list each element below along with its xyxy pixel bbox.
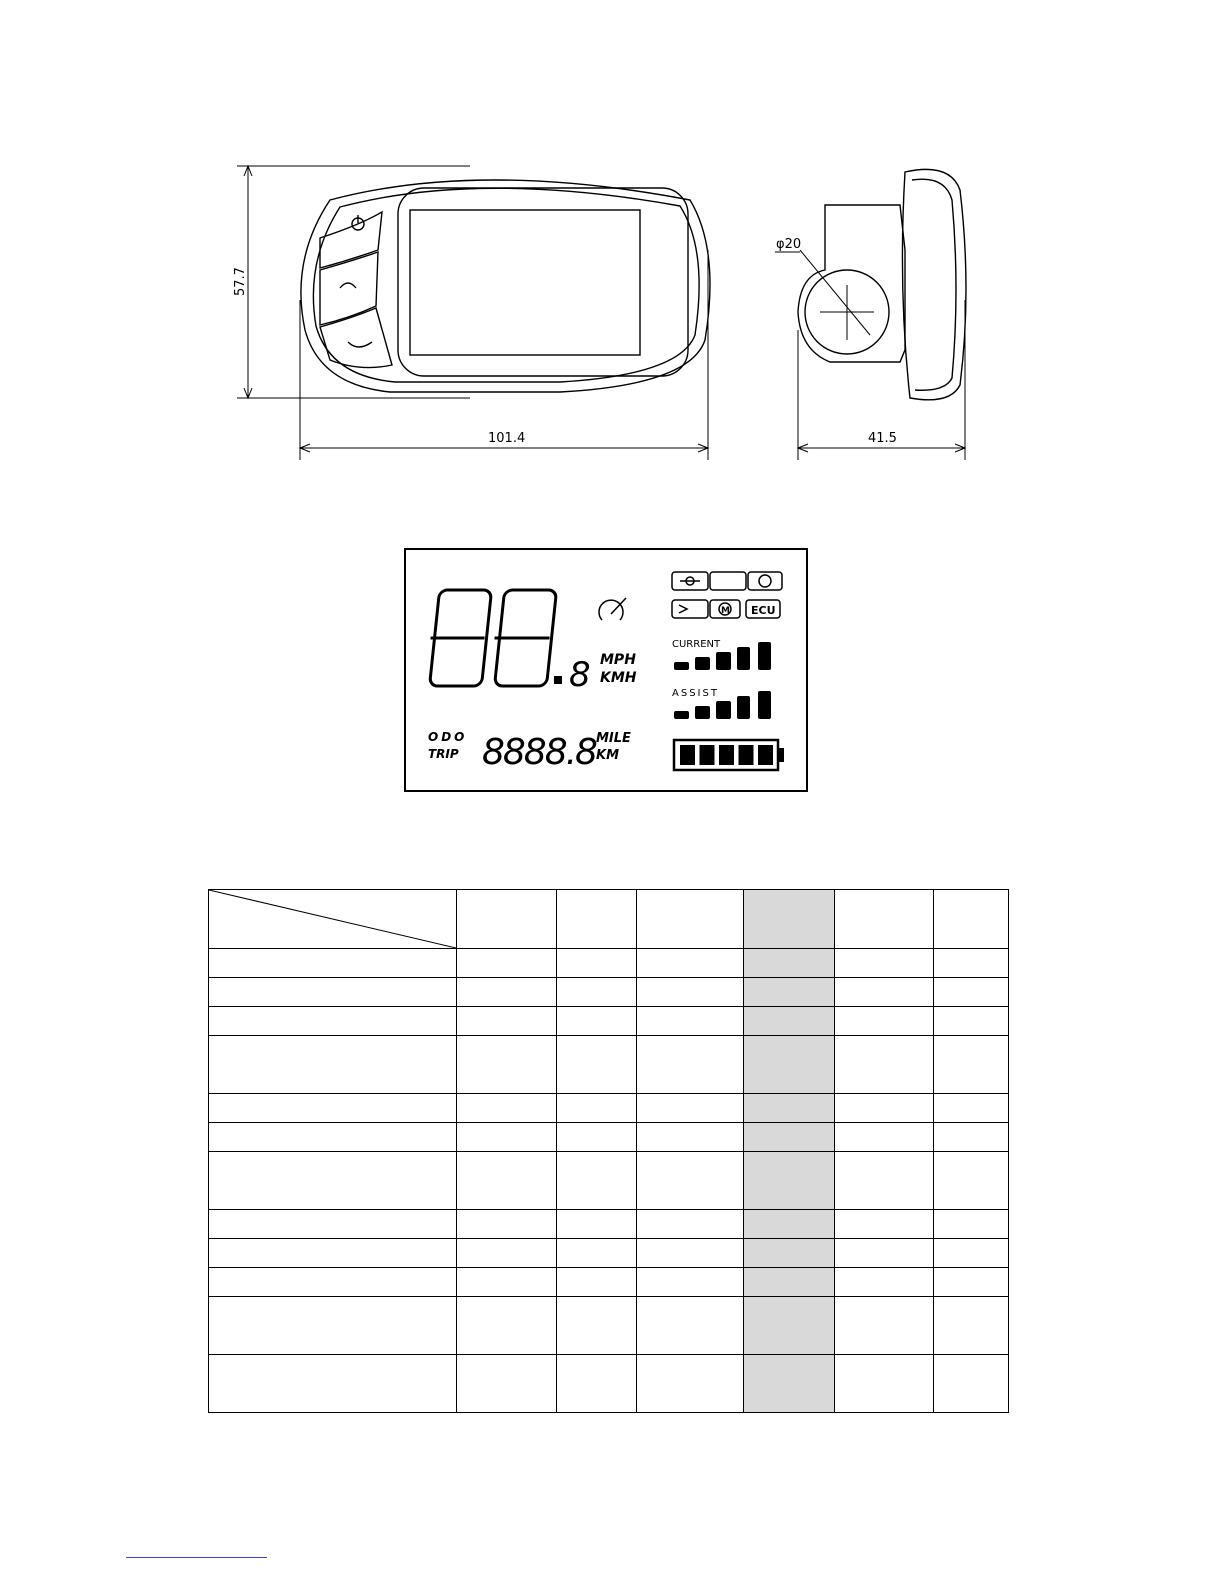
- table-row: [209, 1297, 1009, 1355]
- current-label: CURRENT: [672, 639, 721, 650]
- table-cell: [934, 949, 1009, 978]
- header-corner-cell: [209, 890, 457, 949]
- table-cell: [835, 1355, 934, 1413]
- table-cell: [744, 1152, 835, 1210]
- table-cell: [835, 1094, 934, 1123]
- table-cell: [744, 1094, 835, 1123]
- table-cell: [934, 1123, 1009, 1152]
- level-bar: [716, 652, 731, 670]
- table-cell: [835, 1239, 934, 1268]
- distance-digits: 8888.8: [482, 732, 596, 773]
- table-cell: [457, 1210, 557, 1239]
- table-cell: [744, 1268, 835, 1297]
- table-cell: [209, 978, 457, 1007]
- speed-decimal-digit: 8: [569, 655, 591, 695]
- table-cell: [637, 1239, 744, 1268]
- table-cell: [637, 1152, 744, 1210]
- table-cell: [934, 1152, 1009, 1210]
- width-dimension: 101.4: [488, 431, 526, 446]
- up-button: [320, 252, 378, 325]
- table-cell: [209, 1152, 457, 1210]
- table-cell: [637, 1210, 744, 1239]
- table-cell: [457, 1268, 557, 1297]
- table-cell: [934, 1297, 1009, 1355]
- table-cell: [209, 1355, 457, 1413]
- table-cell: [637, 1036, 744, 1094]
- table-cell: [209, 1210, 457, 1239]
- up-chevron-icon: [340, 283, 356, 288]
- table-cell: [457, 1355, 557, 1413]
- battery-segment: [700, 745, 715, 765]
- table-cell: [934, 1355, 1009, 1413]
- down-button: [320, 308, 392, 368]
- speed-decimal-point: [554, 676, 562, 684]
- footer-link-rule: [126, 1557, 267, 1558]
- level-bar: [674, 662, 689, 670]
- table-cell: [557, 1036, 637, 1094]
- table-cell: [637, 1094, 744, 1123]
- battery-segment: [739, 745, 754, 765]
- table-row: [209, 1094, 1009, 1123]
- table-row: [209, 1268, 1009, 1297]
- table-cell: [934, 978, 1009, 1007]
- table-cell: [744, 890, 835, 949]
- trip-label: TRIP: [428, 747, 459, 761]
- table-cell: [637, 1123, 744, 1152]
- battery-segment: [719, 745, 734, 765]
- table-cell: [744, 1210, 835, 1239]
- table-cell: [835, 1152, 934, 1210]
- table-cell: [835, 978, 934, 1007]
- table-cell: [557, 1297, 637, 1355]
- table-cell: [457, 890, 557, 949]
- table-cell: [637, 1268, 744, 1297]
- table-cell: [835, 1007, 934, 1036]
- depth-dimension: 41.5: [868, 431, 897, 446]
- table-cell: [457, 978, 557, 1007]
- table-cell: [934, 1007, 1009, 1036]
- table-cell: [744, 1007, 835, 1036]
- table-cell: [744, 1036, 835, 1094]
- table-cell: [744, 1355, 835, 1413]
- assist-label: ASSIST: [672, 688, 719, 699]
- table-cell: [209, 1007, 457, 1036]
- level-bar: [695, 706, 710, 719]
- table-cell: [637, 1007, 744, 1036]
- table-cell: [457, 1036, 557, 1094]
- table-row: [209, 1152, 1009, 1210]
- table-cell: [835, 890, 934, 949]
- table-cell: [835, 1036, 934, 1094]
- odo-label: ODO: [428, 730, 468, 744]
- level-bar: [758, 642, 771, 670]
- spec-table: [208, 889, 1009, 1413]
- motor-label: M: [721, 606, 730, 616]
- table-cell: [557, 1355, 637, 1413]
- table-row: [209, 1210, 1009, 1239]
- table-cell: [744, 1239, 835, 1268]
- table-cell: [934, 890, 1009, 949]
- table-cell: [557, 1152, 637, 1210]
- table-row: [209, 1036, 1009, 1094]
- level-bar: [716, 701, 731, 719]
- table-cell: [557, 1239, 637, 1268]
- table-cell: [557, 1094, 637, 1123]
- table-cell: [209, 949, 457, 978]
- distance-unit-mile: MILE: [596, 731, 631, 746]
- table-cell: [835, 1123, 934, 1152]
- table-cell: [744, 1123, 835, 1152]
- table-cell: [934, 1210, 1009, 1239]
- table-row: [209, 949, 1009, 978]
- table-cell: [835, 1297, 934, 1355]
- table-cell: [557, 1210, 637, 1239]
- table-cell: [557, 949, 637, 978]
- table-cell: [637, 949, 744, 978]
- table-cell: [637, 1297, 744, 1355]
- table-cell: [637, 1355, 744, 1413]
- table-cell: [934, 1239, 1009, 1268]
- lcd-panel: [404, 548, 808, 792]
- table-cell: [209, 1297, 457, 1355]
- table-cell: [835, 1268, 934, 1297]
- table-cell: [209, 1268, 457, 1297]
- table-row: [209, 978, 1009, 1007]
- battery-segment: [758, 745, 773, 765]
- table-cell: [744, 1297, 835, 1355]
- speed-unit-mph: MPH: [600, 652, 636, 668]
- power-button: [320, 212, 382, 268]
- table-cell: [457, 1239, 557, 1268]
- table-cell: [209, 1094, 457, 1123]
- level-bar: [695, 657, 710, 670]
- table-cell: [457, 949, 557, 978]
- table-cell: [835, 949, 934, 978]
- table-cell: [209, 1239, 457, 1268]
- table-cell: [557, 890, 637, 949]
- level-bar: [737, 647, 750, 670]
- level-bar: [737, 696, 750, 719]
- clamp-dimension: φ20: [776, 237, 802, 252]
- table-row: [209, 890, 1009, 949]
- down-chevron-icon: [348, 342, 372, 347]
- level-bar: [758, 691, 771, 719]
- table-row: [209, 1355, 1009, 1413]
- table-cell: [934, 1268, 1009, 1297]
- table-cell: [835, 1210, 934, 1239]
- distance-unit-km: KM: [596, 748, 620, 763]
- level-bar: [674, 711, 689, 719]
- battery-segment: [680, 745, 695, 765]
- speed-unit-kmh: KMH: [600, 670, 637, 686]
- table-cell: [934, 1036, 1009, 1094]
- table-cell: [934, 1094, 1009, 1123]
- dimension-drawing: [0, 0, 1224, 480]
- height-dimension: 57.7: [233, 267, 248, 296]
- table-cell: [457, 1007, 557, 1036]
- table-cell: [457, 1152, 557, 1210]
- table-cell: [209, 1123, 457, 1152]
- table-cell: [557, 1268, 637, 1297]
- table-cell: [637, 978, 744, 1007]
- table-row: [209, 1007, 1009, 1036]
- table-cell: [457, 1297, 557, 1355]
- table-cell: [637, 890, 744, 949]
- table-cell: [744, 949, 835, 978]
- table-row: [209, 1239, 1009, 1268]
- table-cell: [744, 978, 835, 1007]
- table-row: [209, 1123, 1009, 1152]
- table-cell: [209, 1036, 457, 1094]
- table-cell: [457, 1123, 557, 1152]
- table-cell: [557, 1007, 637, 1036]
- table-cell: [557, 978, 637, 1007]
- ecu-label: ECU: [751, 604, 776, 617]
- front-view-outline: [301, 180, 710, 392]
- table-cell: [557, 1123, 637, 1152]
- table-cell: [457, 1094, 557, 1123]
